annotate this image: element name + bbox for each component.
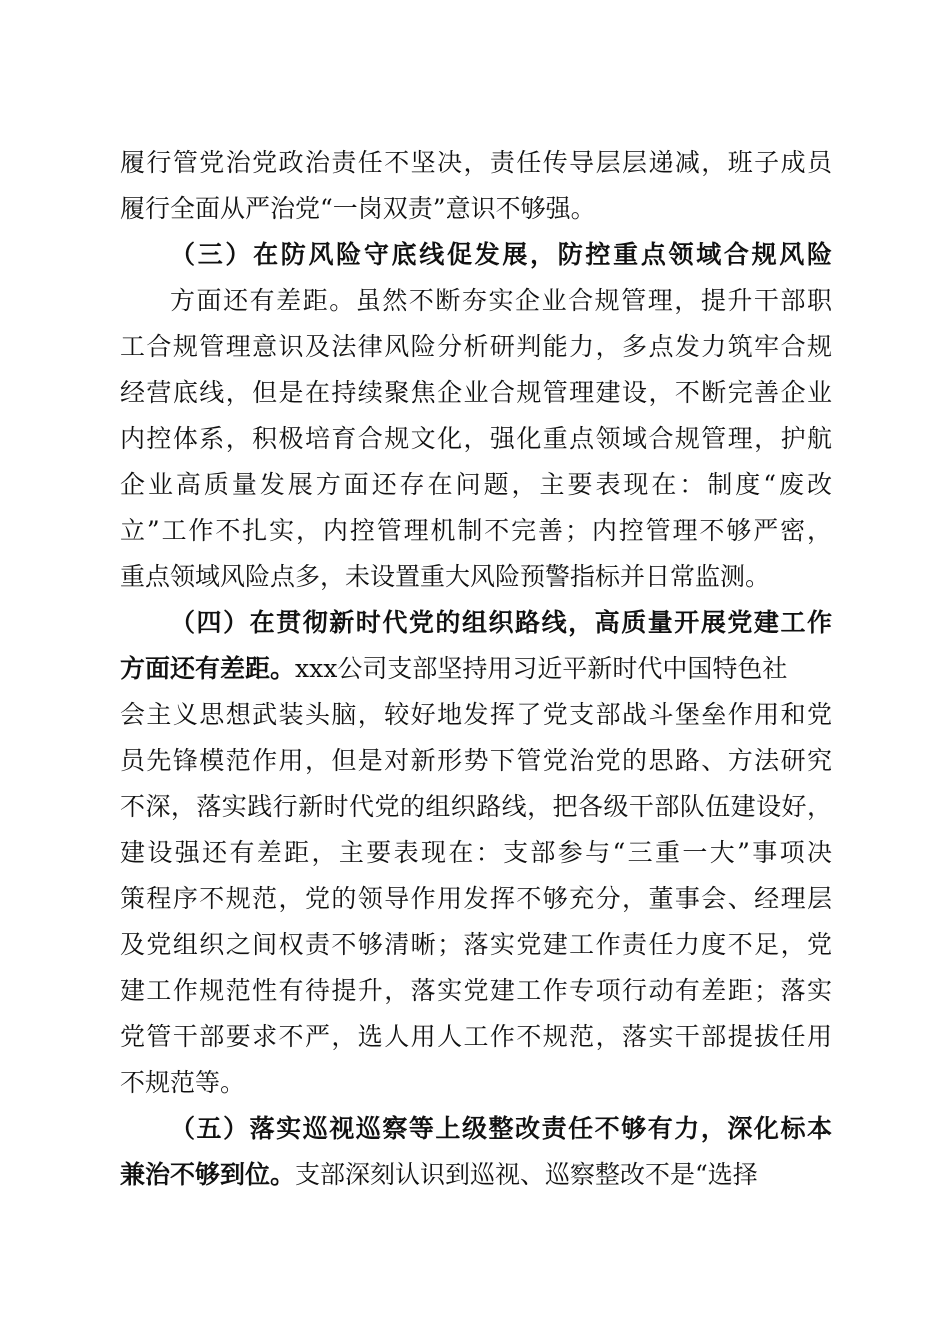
body-line: [120, 1158, 832, 1192]
body-line: 履行全面从严治党“一岗双责”意识不够强。: [120, 194, 596, 223]
section-heading-3: （三）在防风险守底线促发展，防控重点领域合规风险: [170, 240, 832, 269]
body-line: 建设强还有差距，主要表现在：支部参与“三重一大”事项决: [120, 838, 832, 867]
body-line: 党管干部要求不严，选人用人工作不规范，落实干部提拔任用: [120, 1022, 832, 1051]
body-text: xxx公司支部坚持用习近平新时代中国特色社: [295, 654, 788, 683]
body-text: 支部深刻认识到巡视、巡察整改不是“选择: [295, 1160, 758, 1189]
body-line: 策程序不规范，党的领导作用发挥不够充分，董事会、经理层: [120, 884, 832, 913]
body-line: 及党组织之间权责不够清晰；落实党建工作责任力度不足，党: [120, 930, 832, 959]
body-line: 履行管党治党政治责任不坚决，责任传导层层递减，班子成员: [120, 148, 832, 177]
section-heading-5: （五）落实巡视巡察等上级整改责任不够有力，深化标本: [170, 1114, 832, 1143]
body-line: 不深，落实践行新时代党的组织路线，把各级干部队伍建设好，: [120, 792, 832, 821]
body-line: [120, 652, 832, 686]
body-line: 不规范等。: [120, 1068, 246, 1097]
body-line: 立”工作不扎实，内控管理机制不完善；内控管理不够严密，: [120, 516, 832, 545]
body-line: 会主义思想武装头脑，较好地发挥了党支部战斗堡垒作用和党: [120, 700, 832, 729]
body-line: 方面还有差距。虽然不断夯实企业合规管理，提升干部职: [170, 286, 832, 315]
body-line: 重点领域风险点多，未设置重大风险预警指标并日常监测。: [120, 562, 771, 591]
section-heading-4-end: 方面还有差距。: [120, 654, 296, 683]
body-line: 员先锋模范作用，但是对新形势下管党治党的思路、方法研究: [120, 746, 832, 775]
body-line: 企业高质量发展方面还存在问题，主要表现在：制度“废改: [120, 470, 832, 499]
body-line: 经营底线，但是在持续聚焦企业合规管理建设，不断完善企业: [120, 378, 832, 407]
body-line: 建工作规范性有待提升，落实党建工作专项行动有差距；落实: [120, 976, 832, 1005]
section-heading-4: （四）在贯彻新时代党的组织路线，高质量开展党建工作: [170, 608, 832, 637]
section-heading-5-end: 兼治不够到位。: [120, 1160, 296, 1189]
body-line: 工合规管理意识及法律风险分析研判能力，多点发力筑牢合规: [120, 332, 832, 361]
body-line: 内控体系，积极培育合规文化，强化重点领域合规管理，护航: [120, 424, 832, 453]
